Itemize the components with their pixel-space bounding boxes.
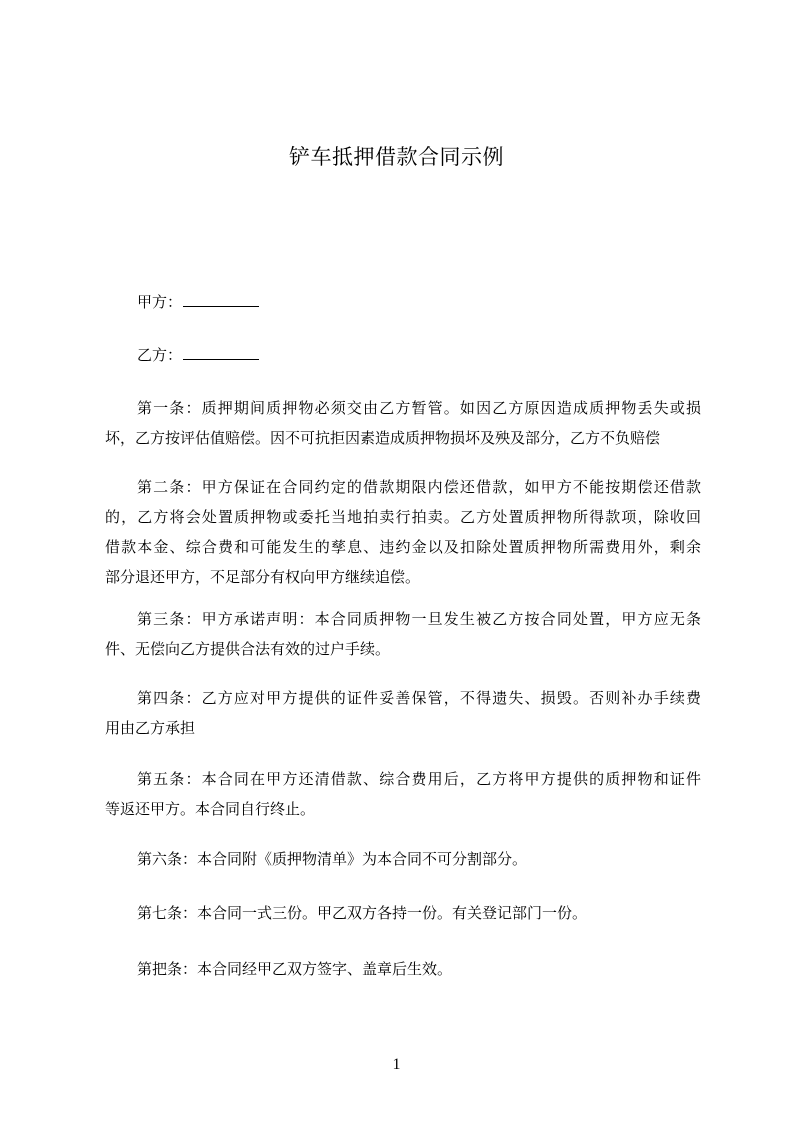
clause-1 [105, 393, 701, 453]
party-a-label: 甲方： [137, 293, 183, 311]
clause-2-line-3: 借款本金、综合费和可能发生的孳息、违约金以及扣除处置质押物所需费用外，剩余 [105, 538, 701, 556]
party-b-line [137, 345, 259, 365]
clause-2-line-4: 部分退还甲方，不足部分有权向甲方继续追偿。 [105, 568, 421, 586]
clause-2 [105, 472, 701, 592]
clause-7 [105, 898, 701, 928]
clause-8 [105, 954, 701, 984]
party-b-label: 乙方： [137, 346, 183, 364]
party-b-blank [183, 345, 259, 360]
clause-4-line-2: 用由乙方承担 [105, 719, 196, 737]
clause-4-line-1: 第四条：乙方应对甲方提供的证件妥善保管，不得遗失、损毁。否则补办手续费 [137, 689, 701, 707]
page-number: 1 [392, 1056, 401, 1073]
clause-2-line-1: 第二条：甲方保证在合同约定的借款期限内偿还借款，如甲方不能按期偿还借款 [137, 478, 701, 496]
clause-1-line-2: 坏，乙方按评估值赔偿。因不可抗拒因素造成质押物损坏及殃及部分，乙方不负赔偿 [105, 429, 661, 447]
clause-5-line-2: 等返还甲方。本合同自行终止。 [105, 800, 316, 818]
clause-4 [105, 683, 701, 743]
clause-6-line-1: 第六条：本合同附《质押物清单》为本合同不可分割部分。 [137, 850, 528, 868]
clause-2-line-2: 的，乙方将会处置质押物或委托当地拍卖行拍卖。乙方处置质押物所得款项，除收回 [105, 508, 701, 526]
clause-7-line-1: 第七条：本合同一式三份。甲乙双方各持一份。有关登记部门一份。 [137, 904, 588, 922]
clause-5 [105, 764, 701, 824]
clause-1-line-1: 第一条：质押期间质押物必须交由乙方暂管。如因乙方原因造成质押物丢失或损 [137, 399, 701, 417]
party-a-line [137, 292, 259, 312]
clause-3-line-1: 第三条：甲方承诺声明：本合同质押物一旦发生被乙方按合同处置，甲方应无条 [137, 610, 701, 628]
clause-3-line-2: 件、无偿向乙方提供合法有效的过户手续。 [105, 640, 391, 658]
clause-8-line-1: 第把条：本合同经甲乙双方签字、盖章后生效。 [137, 960, 453, 978]
document-title: 铲车抵押借款合同示例 [289, 145, 504, 169]
clause-6 [105, 844, 701, 874]
clause-5-line-1: 第五条：本合同在甲方还清借款、综合费用后，乙方将甲方提供的质押物和证件 [137, 770, 701, 788]
clause-3 [105, 604, 701, 664]
party-a-blank [183, 292, 259, 307]
